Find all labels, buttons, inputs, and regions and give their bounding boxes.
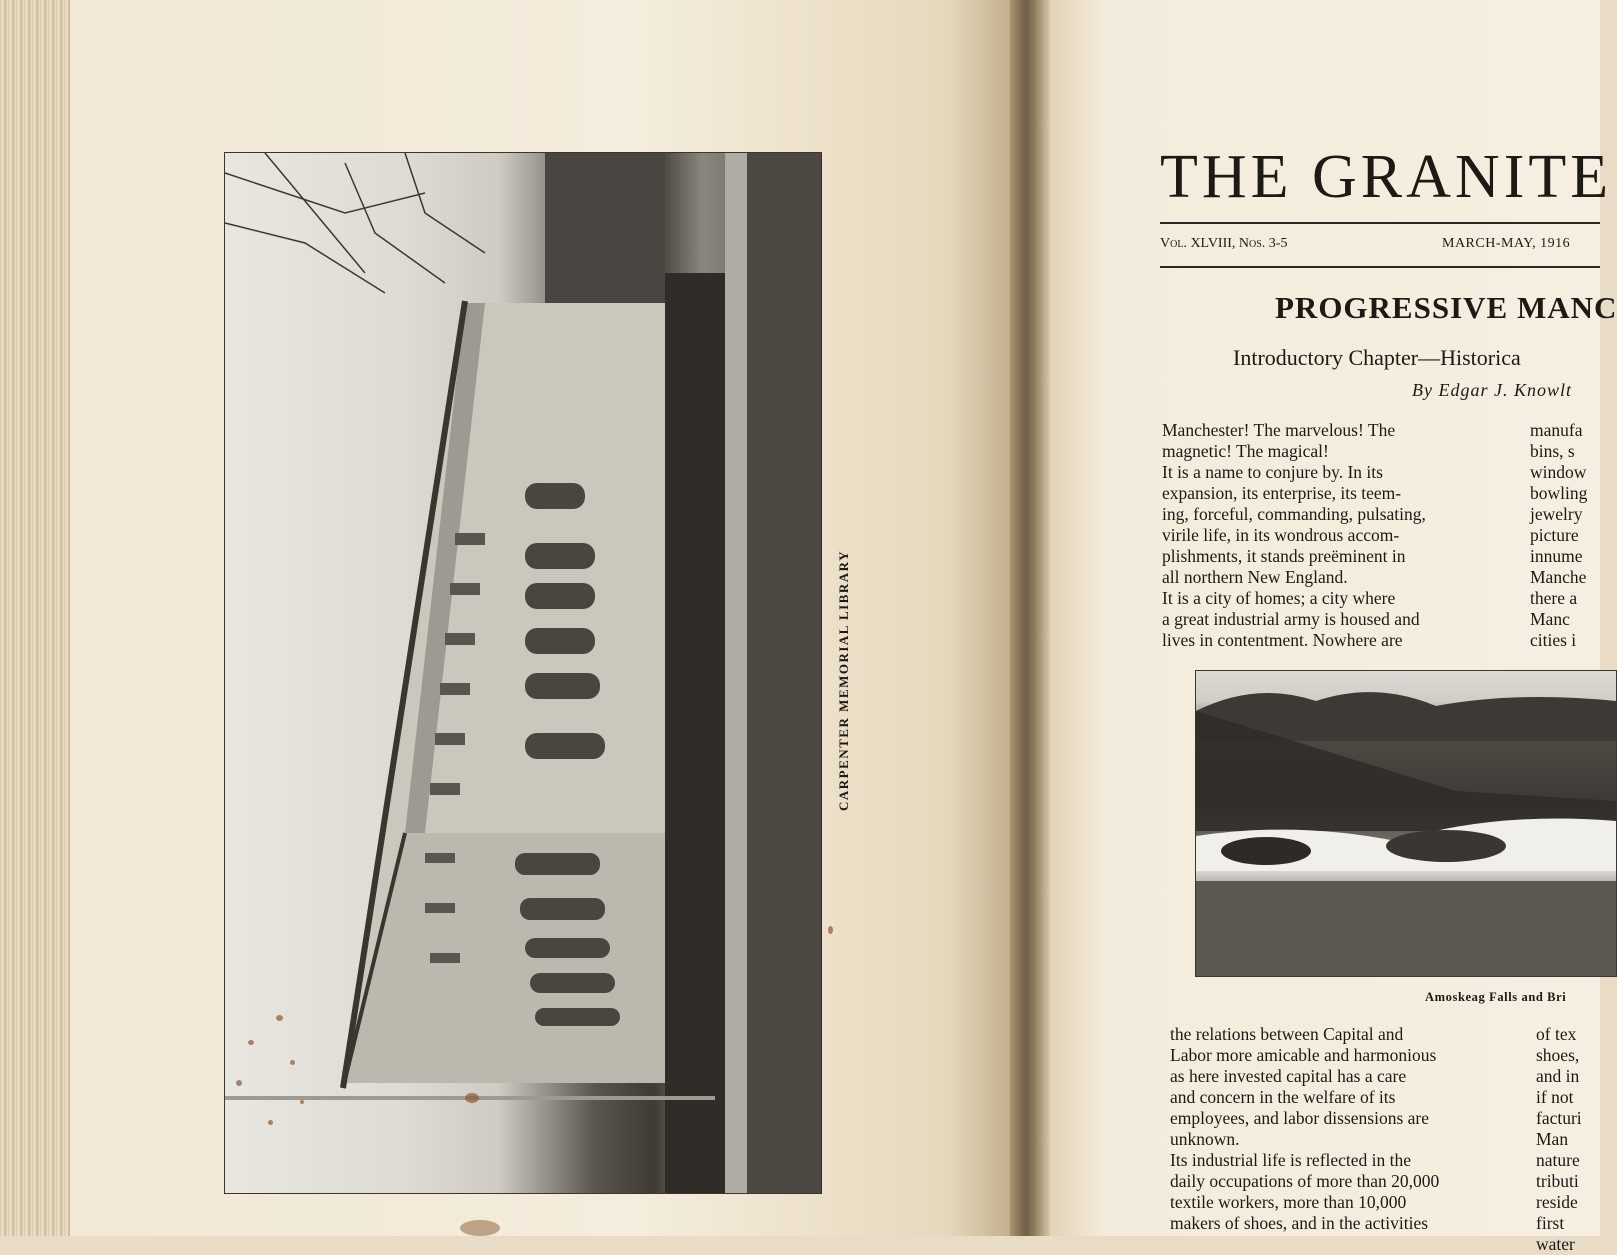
header-rule-top [1160,222,1600,224]
byline: By Edgar J. Knowlt [1412,380,1572,400]
text-line: manufa [1530,420,1583,440]
text-line: Manche [1530,567,1587,587]
text-line: makers of shoes, and in the activities [1170,1213,1429,1233]
text-line: window [1530,462,1587,482]
text-line: virile life, in its wondrous accom- [1162,525,1400,545]
text-line: the relations between Capital and [1170,1024,1404,1044]
text-line: Labor more amicable and harmonious [1170,1045,1437,1065]
photo-caption: Amoskeag Falls and Bri [1425,990,1567,1004]
text-line: tributi [1536,1171,1579,1191]
text-line: Its industrial life is reflected in the [1170,1150,1412,1170]
text-line: lives in contentment. Nowhere are [1162,630,1403,650]
text-line: ing, forceful, commanding, pulsating, [1162,504,1426,524]
text-line: first [1536,1213,1565,1233]
text-line: bins, s [1530,441,1575,461]
text-line: textile workers, more than 10,000 [1170,1192,1407,1212]
header-rule-bottom [1160,266,1600,268]
text-line: shoes, [1536,1045,1580,1065]
article-title: PROGRESSIVE MANC [1275,290,1617,325]
text-line: nature [1536,1150,1580,1170]
text-line: and in [1536,1066,1580,1086]
page-edges [0,0,70,1236]
text-line: jewelry [1530,504,1583,524]
falls-illustration [1196,671,1616,976]
text-line: plishments, it stands preëminent in [1162,546,1406,566]
text-line: of tex [1536,1024,1577,1044]
text-line: expansion, its enterprise, its teem- [1162,483,1402,503]
text-line: there a [1530,588,1578,608]
text-line: picture [1530,525,1579,545]
text-line: bowling [1530,483,1588,503]
text-line: employees, and labor dissensions are [1170,1108,1430,1128]
text-line: water [1536,1234,1575,1254]
text-line: Manc [1530,609,1570,629]
text-line: and concern in the welfare of its [1170,1087,1396,1107]
article-column-4 [1536,1024,1582,1255]
magazine-title: THE GRANITE [1160,143,1613,211]
book-gutter [1010,0,1050,1236]
text-line: It is a city of homes; a city where [1162,588,1396,608]
article-column-1 [1162,420,1502,651]
issue-date: MARCH-MAY, 1916 [1442,236,1571,251]
library-photograph [224,152,822,1194]
volume-number: Vol. XLVIII, Nos. 3-5 [1160,236,1288,251]
text-line: a great industrial army is housed and [1162,609,1420,629]
text-line: daily occupations of more than 20,000 [1170,1171,1440,1191]
text-line: facturi [1536,1108,1582,1128]
text-line: all northern New England. [1162,567,1348,587]
text-line: Man [1536,1129,1569,1149]
text-line: Manchester! The marvelous! The [1162,420,1396,440]
text-line: magnetic! The magical! [1162,441,1329,461]
text-line: It is a name to conjure by. In its [1162,462,1383,482]
text-line: innume [1530,546,1583,566]
article-subtitle: Introductory Chapter—Historica [1233,345,1521,370]
text-line: if not [1536,1087,1574,1107]
text-line: cities i [1530,630,1577,650]
library-building-illustration [225,153,821,1193]
plate-caption: CARPENTER MEMORIAL LIBRARY [836,549,851,811]
amoskeag-falls-photograph [1195,670,1617,977]
text-line: reside [1536,1192,1578,1212]
text-line: as here invested capital has a care [1170,1066,1407,1086]
text-line: unknown. [1170,1129,1240,1149]
article-column-3 [1170,1024,1439,1234]
article-column-2 [1530,420,1587,651]
